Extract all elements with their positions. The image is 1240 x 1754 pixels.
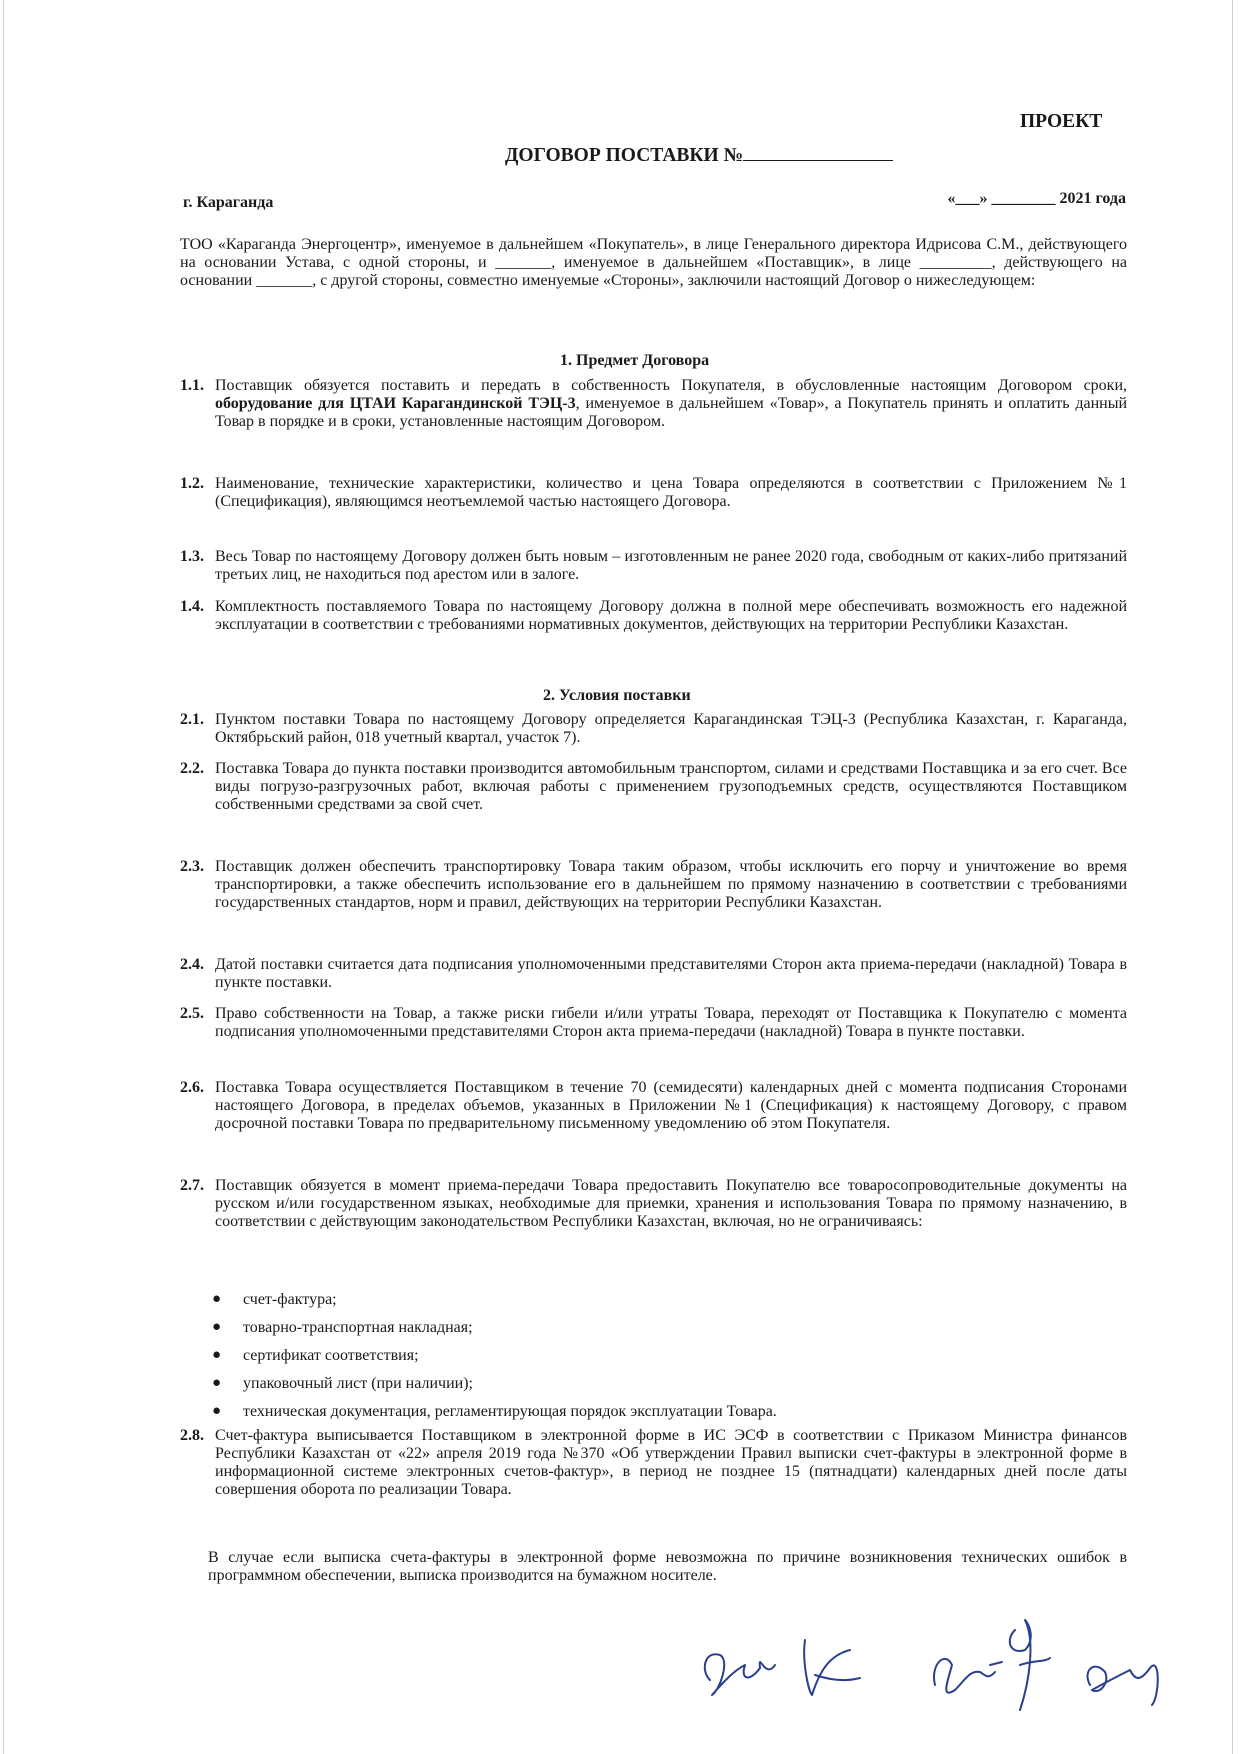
draft-label: ПРОЕКТ [1020,111,1103,132]
clause-number: 2.2. [180,760,204,777]
clause-number: 2.1. [180,711,204,728]
clause-text-part: Поставщик обязуется поставить и передать в собственность Покупателя, в обусловленные настоящим Договором сроки, [215,377,1127,394]
clause-2-1 [180,711,1127,747]
documents-list [208,1291,1108,1431]
clause-number: 1.4. [180,598,204,615]
clause-2-3 [180,858,1127,912]
clause-number: 1.3. [180,548,204,565]
signatures [690,1610,1190,1720]
clause-1-1 [180,377,1127,431]
clause-text [215,377,1127,431]
clause-number: 2.3. [180,858,204,875]
intro-paragraph [180,236,1127,290]
clause-text: Поставка Товара до пункта поставки производится автомобильным транспортом, силами и средствами Поставщика и за его счет. Все виды погрузо-разгрузочных работ, включая работы с применением грузоподъемных средств, осуществляются Поставщиком собственными средствами за свой счет. [215,760,1127,813]
list-item-text: счет-фактура; [243,1291,337,1308]
clause-number: 2.6. [180,1079,204,1096]
contract-city: г. Караганда [183,194,274,211]
clause-2-4 [180,956,1127,992]
clause-text: Поставщик должен обеспечить транспортировку Товара таким образом, чтобы исключить его порчу и уничтожение во время транспортировки, а также обеспечить использование его в дальнейшем по прямому назначению в соответствии с требованиями государственных стандартов, норм и правил, действующих на территории Республики Казахстан. [215,858,1127,911]
clause-2-8 [180,1427,1127,1499]
bullet-icon: ● [212,1375,222,1391]
scan-edge-right [1232,0,1233,1754]
clause-text: Датой поставки считается дата подписания уполномоченными представителями Сторон акта приема-передачи (накладной) Товара в пункте поставки. [215,956,1127,991]
clause-text: Наименование, технические характеристики, количество и цена Товара определяются в соответствии с Приложением №1 (Спецификация), являющимся неотъемлемой частью настоящего Договора. [215,475,1127,510]
contract-date: «___» ________ 2021 года [947,190,1126,207]
clause-2-6 [180,1079,1127,1133]
list-item [208,1319,1108,1347]
contract-title [505,142,893,167]
clause-text-part: , именуемое в дальнейшем «Товар», а Покупатель принять и оплатить данный Товар в порядке и в сроки, установленные настоящим Договором. [215,395,1128,430]
clause-text: Поставка Товара осуществляется Поставщиком в течение 70 (семидесяти) календарных дней с момента подписания Сторонами настоящего Договора, в пределах объемов, указанных в Приложении №1 (Спецификация) к настоящему Договору, с правом досрочной поставки Товара по предварительному письменному уведомлению об этом Покупателя. [215,1079,1127,1132]
list-item [208,1291,1108,1319]
clause-text: Счет-фактура выписывается Поставщиком в электронной форме в ИС ЭСФ в соответствии с Приказом Министра финансов Республики Казахстан от «22» апреля 2019 года №370 «Об утверждении Правил выписки счет-фактуры в электронной форме в информационной системе электронных счетов-фактур», в период не позднее 15 (пятнадцати) календарных дней после даты совершения оборота по реализации Товара. [215,1427,1127,1498]
clause-number: 2.8. [180,1427,204,1444]
bullet-icon: ● [212,1319,222,1335]
scan-edge-left [3,0,4,1754]
list-item-text: товарно-транспортная накладная; [243,1319,473,1336]
clause-2-5 [180,1005,1127,1041]
clause-1-4 [180,598,1127,634]
intro-text: , именуемое в дальнейшем «Покупатель», в лице Генерального директора Идрисова С.М., действующего на основании Устава, с одной стороны, и _______, именуемое в дальнейшем «Поставщик», в лице _________, действующего на основании _______, с другой стороны, совместно именуемые «Стороны», заключили настоящий Договор о нижеследующем: [180,236,1128,289]
clause-text: Поставщик обязуется в момент приема-передачи Товара предоставить Покупателю все товаросопроводительные документы на русском и/или государственном языках, необходимые для приемки, хранения и использования Товара по прямому назначению, в соответствии с действующим законодательством Республики Казахстан, включая, но не ограничиваясь: [215,1177,1127,1230]
signature-5 [1088,1665,1158,1705]
clause-2-8-continuation: В случае если выписка счета-фактуры в электронной форме невозможна по причине возникновения технических ошибок в программном обеспечении, выписка производится на бумажном носителе. [208,1549,1127,1584]
clause-number: 2.5. [180,1005,204,1022]
clause-text: Комплектность поставляемого Товара по настоящему Договору должна в полной мере обеспечивать возможность его надежной эксплуатации в соответствии с требованиями нормативных документов, действующих на территории Республики Казахстан. [215,598,1127,633]
list-item [208,1375,1108,1403]
bullet-icon: ● [212,1403,222,1419]
signature-1 [705,1654,775,1695]
clause-number: 1.1. [180,377,204,394]
clause-2-2 [180,760,1127,814]
list-item-text: сертификат соответствия; [243,1347,419,1364]
signature-3 [934,1659,1002,1693]
intro-party: ТОО «Караганда Энергоцентр» [180,236,398,253]
list-item-text: техническая документация, регламентирующая порядок эксплуатации Товара. [243,1403,777,1420]
list-item-text: упаковочный лист (при наличии); [243,1375,473,1392]
signature-4 [1010,1620,1050,1710]
clause-text: Весь Товар по настоящему Договору должен быть новым – изготовленным не ранее 2020 года, свободным от каких-либо притязаний третьих лиц, не находиться под арестом или в залоге. [215,548,1127,583]
list-item [208,1347,1108,1375]
bullet-icon: ● [212,1291,222,1307]
clause-text: Пунктом поставки Товара по настоящему Договору определяется Карагандинская ТЭЦ-3 (Республика Казахстан, г. Караганда, Октябрьский район, 018 учетный квартал, участок 7). [215,711,1127,746]
clause-number: 2.7. [180,1177,204,1194]
bullet-icon: ● [212,1347,222,1363]
clause-number: 1.2. [180,475,204,492]
clause-1-2 [180,475,1127,511]
contract-title-text: ДОГОВОР ПОСТАВКИ № [505,145,744,166]
signature-2 [804,1640,860,1695]
section-1-title: 1. Предмет Договора [560,352,710,369]
section-2-title: 2. Условия поставки [543,687,691,704]
clause-bold-text: оборудование для ЦТАИ Карагандинской ТЭЦ-3 [215,395,576,412]
clause-text: Право собственности на Товар, а также риски гибели и/или утраты Товара, переходят от Поставщика к Покупателю с момента подписания уполномоченными представителями Сторон акта приема-передачи (накладной) Товара в пункте поставки. [215,1005,1127,1040]
clause-2-7 [180,1177,1127,1231]
clause-number: 2.4. [180,956,204,973]
contract-number-blank [743,142,893,161]
clause-1-3 [180,548,1127,584]
